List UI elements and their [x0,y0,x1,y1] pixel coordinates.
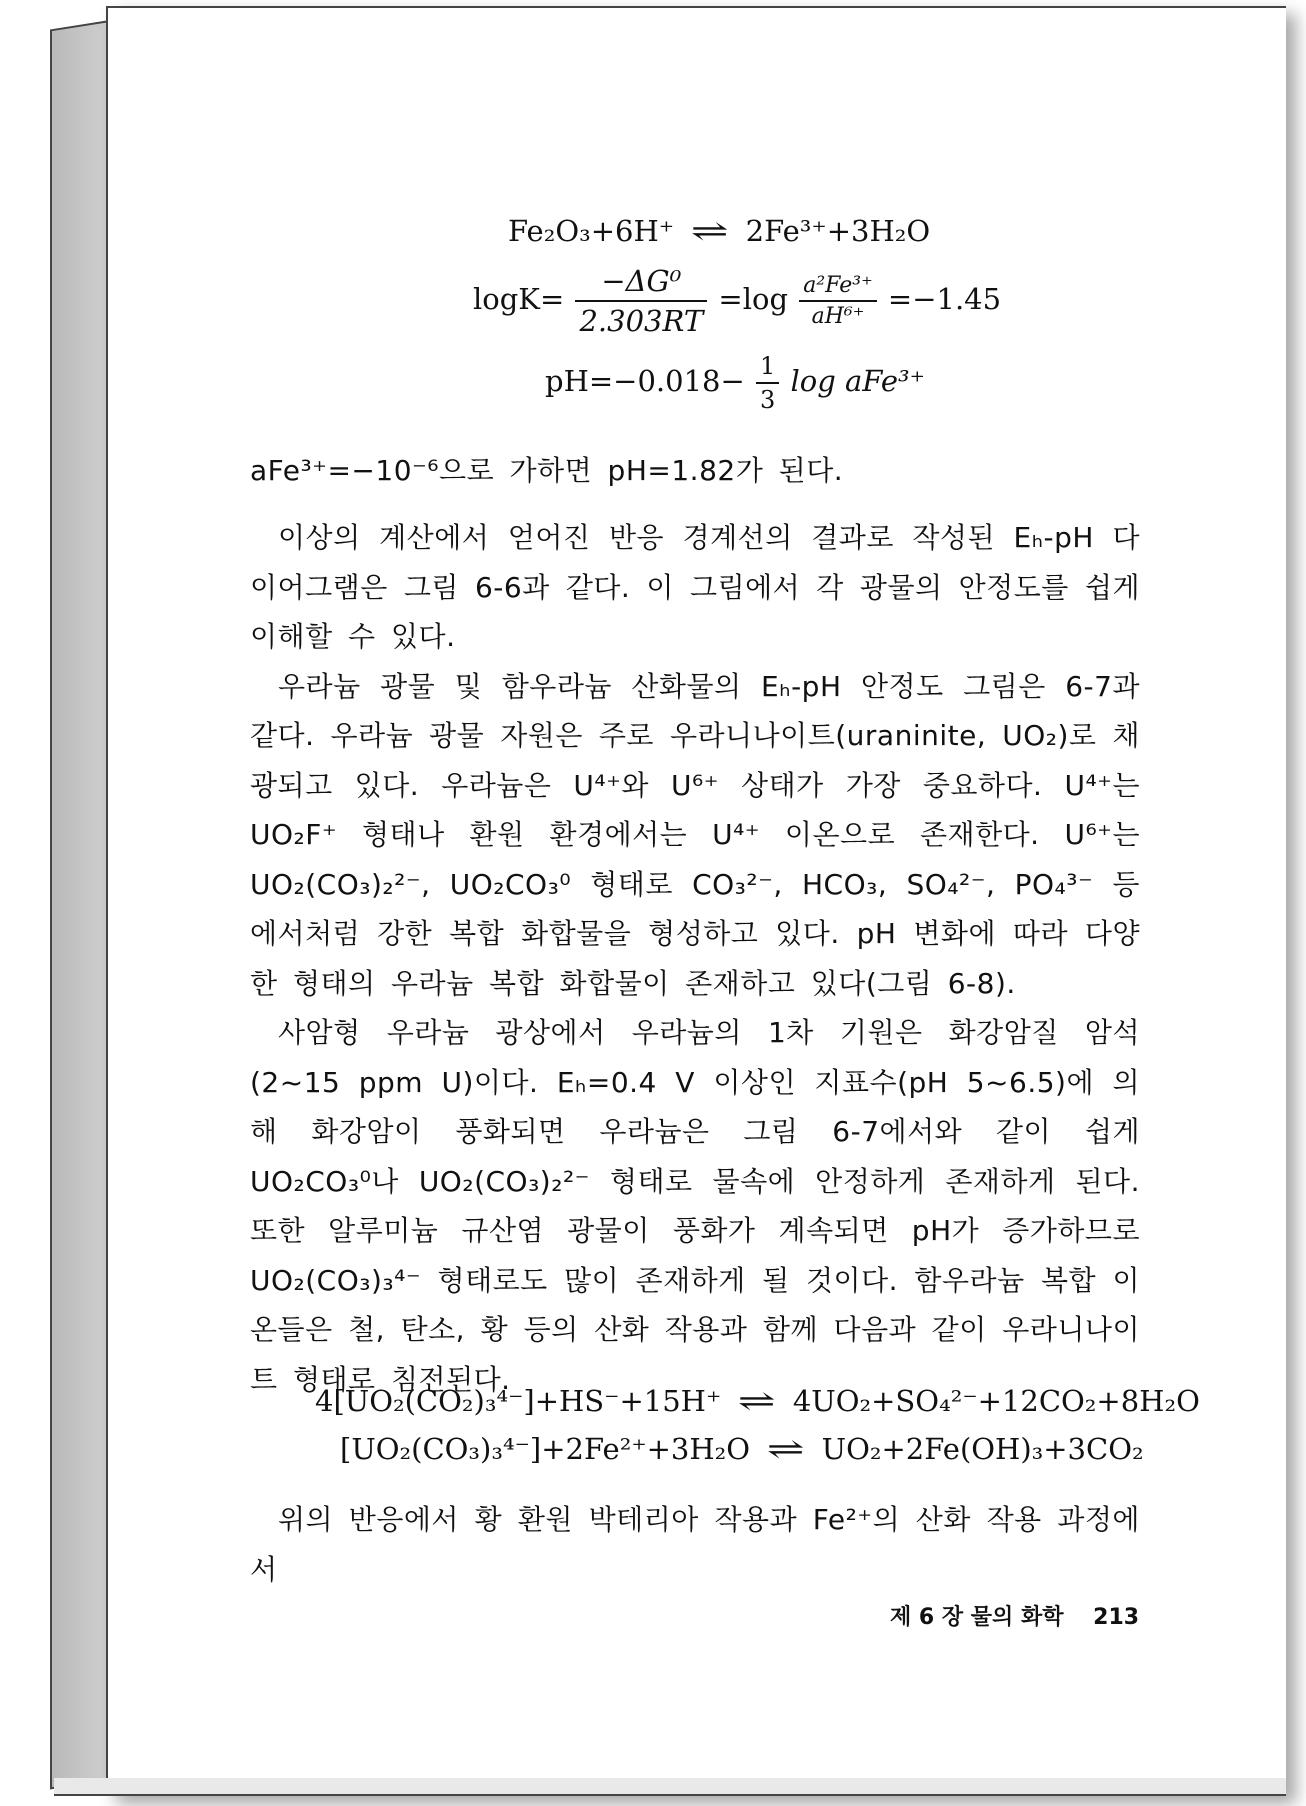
text-activity-condition [250,446,1140,496]
equation-lhs: logK= [473,282,565,316]
chapter-title: 제 6 장 물의 화학 [890,1605,1064,1630]
body-text-final [250,1495,1140,1594]
paragraph: aFe³⁺=−10⁻⁶으로 가하면 pH=1.82가 된다. [250,454,844,487]
equation-rhs: log aFe³⁺ [790,364,925,398]
fraction-numerator: 1 [756,352,779,384]
fraction-activity [799,273,876,329]
equation-right-side: UO₂+2Fe(OH)₃+3CO₂ [821,1432,1144,1466]
fraction-denominator: aH⁶⁺ [811,304,865,329]
equation-mid: =log [718,282,789,316]
paragraph-uranium-minerals: 우라늄 광물 및 함우라늄 산화물의 Eₕ-pH 안정도 그림은 6-7과 같다. 우라늄 광물 자원은 주로 우라니나이트(uraninite, UO₂)로 채광되고 있다. 우라늄은 U⁴⁺와 U⁶⁺ 상태가 가장 중요하다. U⁴⁺는 UO₂F⁺ 형태나 환원 환경에서는 U⁴⁺ 이온으로 존재한다. U⁶⁺는 UO₂(CO₃)₂²⁻, UO₂CO₃⁰ 형태로 CO₃²⁻, HCO₃, SO₄²⁻, PO₄³⁻ 등에서처럼 강한 복합 화합물을 형성하고 있다. pH 변화에 따라 다양한 형태의 우라늄 복합 화합물이 존재하고 있다(그림 6-8). [250,669,1140,1000]
page-number: 213 [1093,1605,1140,1630]
body-text-block [250,513,1140,1404]
equation-ph [545,352,925,414]
equation-hematite-dissolution [508,214,930,249]
page-footer [890,1600,1139,1631]
equation-uranium-reduction-iron [340,1432,1144,1467]
fraction-numerator: a²Fe³⁺ [799,273,876,302]
fraction-denominator: 3 [760,386,776,414]
equation-right-side: 2Fe³⁺+3H₂O [745,214,931,248]
equation-uranium-reduction-sulfide [315,1384,1200,1419]
book-spine [50,20,110,1790]
equilibrium-arrow: ⇌ [691,214,729,249]
fraction-numerator: −ΔG⁰ [575,264,707,302]
equation-rhs: =−1.45 [887,282,1002,316]
equation-left-side: Fe₂O₃+6H⁺ [508,214,675,248]
fraction-one-third [756,352,779,414]
book-page-edge [54,1778,1286,1796]
fraction-gibbs [575,264,707,338]
equation-log-k [473,264,1001,338]
equilibrium-arrow: ⇌ [767,1432,805,1467]
paragraph-bacteria: 위의 반응에서 황 환원 박테리아 작용과 Fe²⁺의 산화 작용 과정에서 [250,1503,1140,1586]
paragraph-sandstone-uranium: 사암형 우라늄 광상에서 우라늄의 1차 기원은 화강암질 암석(2~15 ppm U)이다. Eₕ=0.4 V 이상인 지표수(pH 5~6.5)에 의해 화강암이 풍화되면 우라늄은 그림 6-7에서와 같이 쉽게 UO₂CO₃⁰나 UO₂(CO₃)₂²⁻ 형태로 물속에 안정하게 존재하게 된다. 또한 알루미늄 규산염 광물이 풍화가 계속되면 pH가 증가하므로 UO₂(CO₃)₃⁴⁻ 형태로도 많이 존재하게 될 것이다. 함우라늄 복합 이온들은 철, 탄소, 황 등의 산화 작용과 함께 다음과 같이 우라니나이트 형태로 침전된다. [250,1016,1140,1396]
equilibrium-arrow: ⇌ [738,1384,776,1419]
equation-right-side: 4UO₂+SO₄²⁻+12CO₂+8H₂O [792,1384,1200,1418]
fraction-denominator: 2.303RT [579,304,704,338]
paragraph-eh-ph-diagram: 이상의 계산에서 얻어진 반응 경계선의 결과로 작성된 Eₕ-pH 다이어그램은 그림 6-6과 같다. 이 그림에서 각 광물의 안정도를 쉽게 이해할 수 있다. [250,521,1140,653]
equation-left-side: [UO₂(CO₃)₃⁴⁻]+2Fe²⁺+3H₂O [340,1432,751,1466]
equation-left-side: 4[UO₂(CO₂)₃⁴⁻]+HS⁻+15H⁺ [315,1384,722,1418]
equation-lhs: pH=−0.018− [545,364,745,398]
